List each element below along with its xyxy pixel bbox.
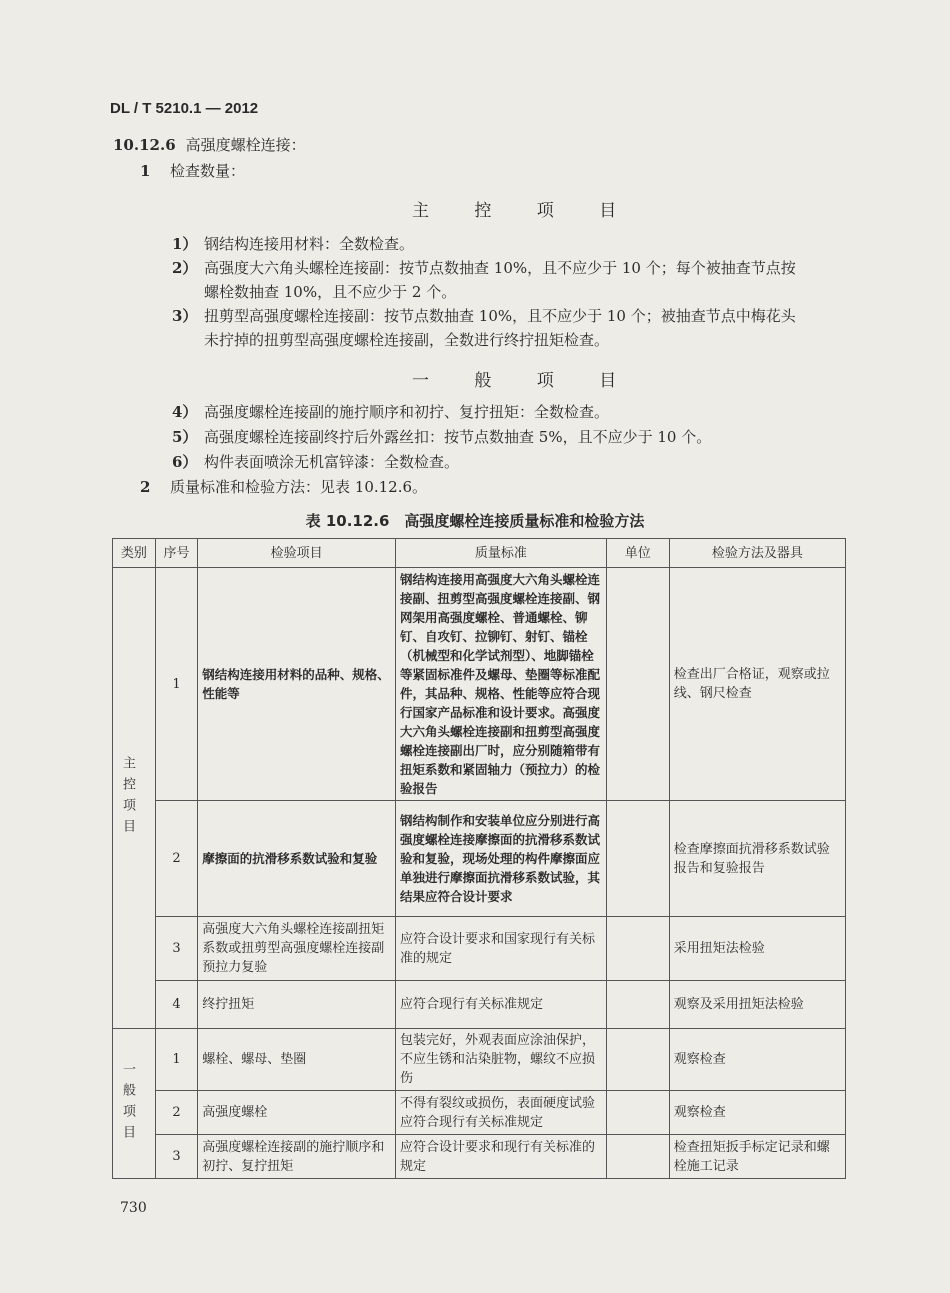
main-item-1: [172, 232, 852, 256]
row-item: 终拧扭矩: [198, 981, 396, 1029]
row-unit: [606, 1091, 669, 1135]
header-category: 类别: [113, 539, 156, 568]
header-method: 检验方法及器具: [669, 539, 845, 568]
main-item-1-number: 1）: [172, 235, 198, 253]
row-unit: [606, 568, 669, 801]
main-section-title: 主 控 项 目: [412, 201, 637, 221]
main-item-3: [172, 304, 852, 352]
row-standard: 钢结构制作和安装单位应分别进行高强度螺栓连接摩擦面的抗滑移系数试验和复验，现场处理的构件摩擦面应单独进行摩擦面抗滑移系数试验，其结果应符合设计要求: [396, 801, 607, 917]
row-item: 高强度大六角头螺栓连接副扭矩系数或扭剪型高强度螺栓连接副预拉力复验: [198, 917, 396, 981]
row-unit: [606, 1135, 669, 1179]
table-row: [113, 917, 846, 981]
category-general-label: 一般项目: [120, 1061, 135, 1146]
item-2-text: 质量标准和检验方法：见表 10.12.6。: [170, 478, 428, 496]
main-item-3-line-2: 未拧掉的扭剪型高强度螺栓连接副，全数进行终拧扭矩检查。: [204, 331, 610, 349]
row-standard: 包装完好，外观表面应涂油保护，不应生锈和沾染脏物，螺纹不应损伤: [396, 1029, 607, 1091]
table-row: [113, 1029, 846, 1091]
header-unit: 单位: [606, 539, 669, 568]
row-unit: [606, 981, 669, 1029]
main-item-1-line-1: 钢结构连接用材料：全数检查。: [204, 235, 415, 253]
row-unit: [606, 801, 669, 917]
table-row: [113, 568, 846, 801]
clause-heading: [113, 134, 306, 155]
general-section-title: 一 般 项 目: [412, 371, 637, 391]
row-item: 高强度螺栓连接副的施拧顺序和初拧、复拧扭矩: [198, 1135, 396, 1179]
row-item: 钢结构连接用材料的品种、规格、性能等: [198, 568, 396, 801]
quality-standard-table: [112, 538, 846, 1179]
item-2-number: 2: [140, 478, 151, 496]
general-item-6-number: 6）: [172, 453, 198, 471]
main-item-3-line-1: 扭剪型高强度螺栓连接副：按节点数抽查 10%，且不应少于 10 个；被抽查节点中梅花头: [204, 307, 796, 325]
table-row: [113, 801, 846, 917]
general-item-6: [172, 450, 852, 474]
category-main: [113, 568, 156, 1029]
row-unit: [606, 917, 669, 981]
header-item: 检验项目: [198, 539, 396, 568]
item-1-number: 1: [140, 162, 151, 180]
general-item-5-text: 高强度螺栓连接副终拧后外露丝扣：按节点数抽查 5%，且不应少于 10 个。: [204, 428, 712, 446]
row-method: 采用扭矩法检验: [669, 917, 845, 981]
row-unit: [606, 1029, 669, 1091]
row-seq: 4: [155, 981, 198, 1029]
general-item-4-text: 高强度螺栓连接副的施拧顺序和初拧、复拧扭矩：全数检查。: [204, 403, 610, 421]
row-seq: 1: [155, 568, 198, 801]
clause-title: 高强度螺栓连接：: [185, 136, 306, 154]
row-item: 摩擦面的抗滑移系数试验和复验: [198, 801, 396, 917]
main-item-2-number: 2）: [172, 259, 198, 277]
row-standard: 应符合设计要求和国家现行有关标准的规定: [396, 917, 607, 981]
table-row: [113, 981, 846, 1029]
row-method: 观察检查: [669, 1091, 845, 1135]
category-general: [113, 1029, 156, 1179]
header-standard: 质量标准: [396, 539, 607, 568]
table-caption: 表 10.12.6 高强度螺栓连接质量标准和检验方法: [305, 512, 645, 530]
general-item-5-number: 5）: [172, 428, 198, 446]
row-method: 观察检查: [669, 1029, 845, 1091]
table-row: [113, 1091, 846, 1135]
table-header-row: [113, 539, 846, 568]
row-standard: 钢结构连接用高强度大六角头螺栓连接副、扭剪型高强度螺栓连接副、钢网架用高强度螺栓、普通螺栓、铆钉、自攻钉、拉铆钉、射钉、锚栓（机械型和化学试剂型）、地脚锚栓等紧固标准件及螺母、垫圈等标准配件，其品种、规格、性能等应符合现行国家产品标准和设计要求。高强度大六角头螺栓连接副和扭剪型高强度螺栓连接副出厂时，应分别随箱带有扭矩系数和紧固轴力（预拉力）的检验报告: [396, 568, 607, 801]
row-method: 检查出厂合格证，观察或拉线、钢尺检查: [669, 568, 845, 801]
main-item-3-number: 3）: [172, 307, 198, 325]
header-seq: 序号: [155, 539, 198, 568]
row-standard: 应符合设计要求和现行有关标准的规定: [396, 1135, 607, 1179]
general-item-6-text: 构件表面喷涂无机富锌漆：全数检查。: [204, 453, 460, 471]
table-row: [113, 1135, 846, 1179]
row-standard: 应符合现行有关标准规定: [396, 981, 607, 1029]
row-method: 观察及采用扭矩法检验: [669, 981, 845, 1029]
page-number: 730: [120, 1200, 147, 1216]
row-seq: 3: [155, 1135, 198, 1179]
main-item-2-line-2: 螺栓数抽查 10%，且不应少于 2 个。: [204, 283, 457, 301]
row-seq: 2: [155, 1091, 198, 1135]
row-item: 高强度螺栓: [198, 1091, 396, 1135]
main-item-2-line-1: 高强度大六角头螺栓连接副：按节点数抽查 10%，且不应少于 10 个；每个被抽查节点按: [204, 259, 796, 277]
row-seq: 3: [155, 917, 198, 981]
general-item-4-number: 4）: [172, 403, 198, 421]
clause-number: 10.12.6: [113, 136, 176, 154]
item-2: [140, 476, 427, 498]
row-seq: 1: [155, 1029, 198, 1091]
item-1-text: 检查数量：: [170, 162, 246, 180]
row-method: 检查摩擦面抗滑移系数试验报告和复验报告: [669, 801, 845, 917]
standard-code: DL / T 5210.1 — 2012: [110, 100, 259, 117]
row-seq: 2: [155, 801, 198, 917]
category-main-label: 主控项目: [120, 756, 135, 840]
row-standard: 不得有裂纹或损伤，表面硬度试验应符合现行有关标准规定: [396, 1091, 607, 1135]
row-method: 检查扭矩扳手标定记录和螺栓施工记录: [669, 1135, 845, 1179]
row-item: 螺栓、螺母、垫圈: [198, 1029, 396, 1091]
main-item-2: [172, 256, 852, 304]
item-1: [140, 160, 245, 182]
general-item-5: [172, 425, 852, 449]
general-item-4: [172, 400, 852, 424]
